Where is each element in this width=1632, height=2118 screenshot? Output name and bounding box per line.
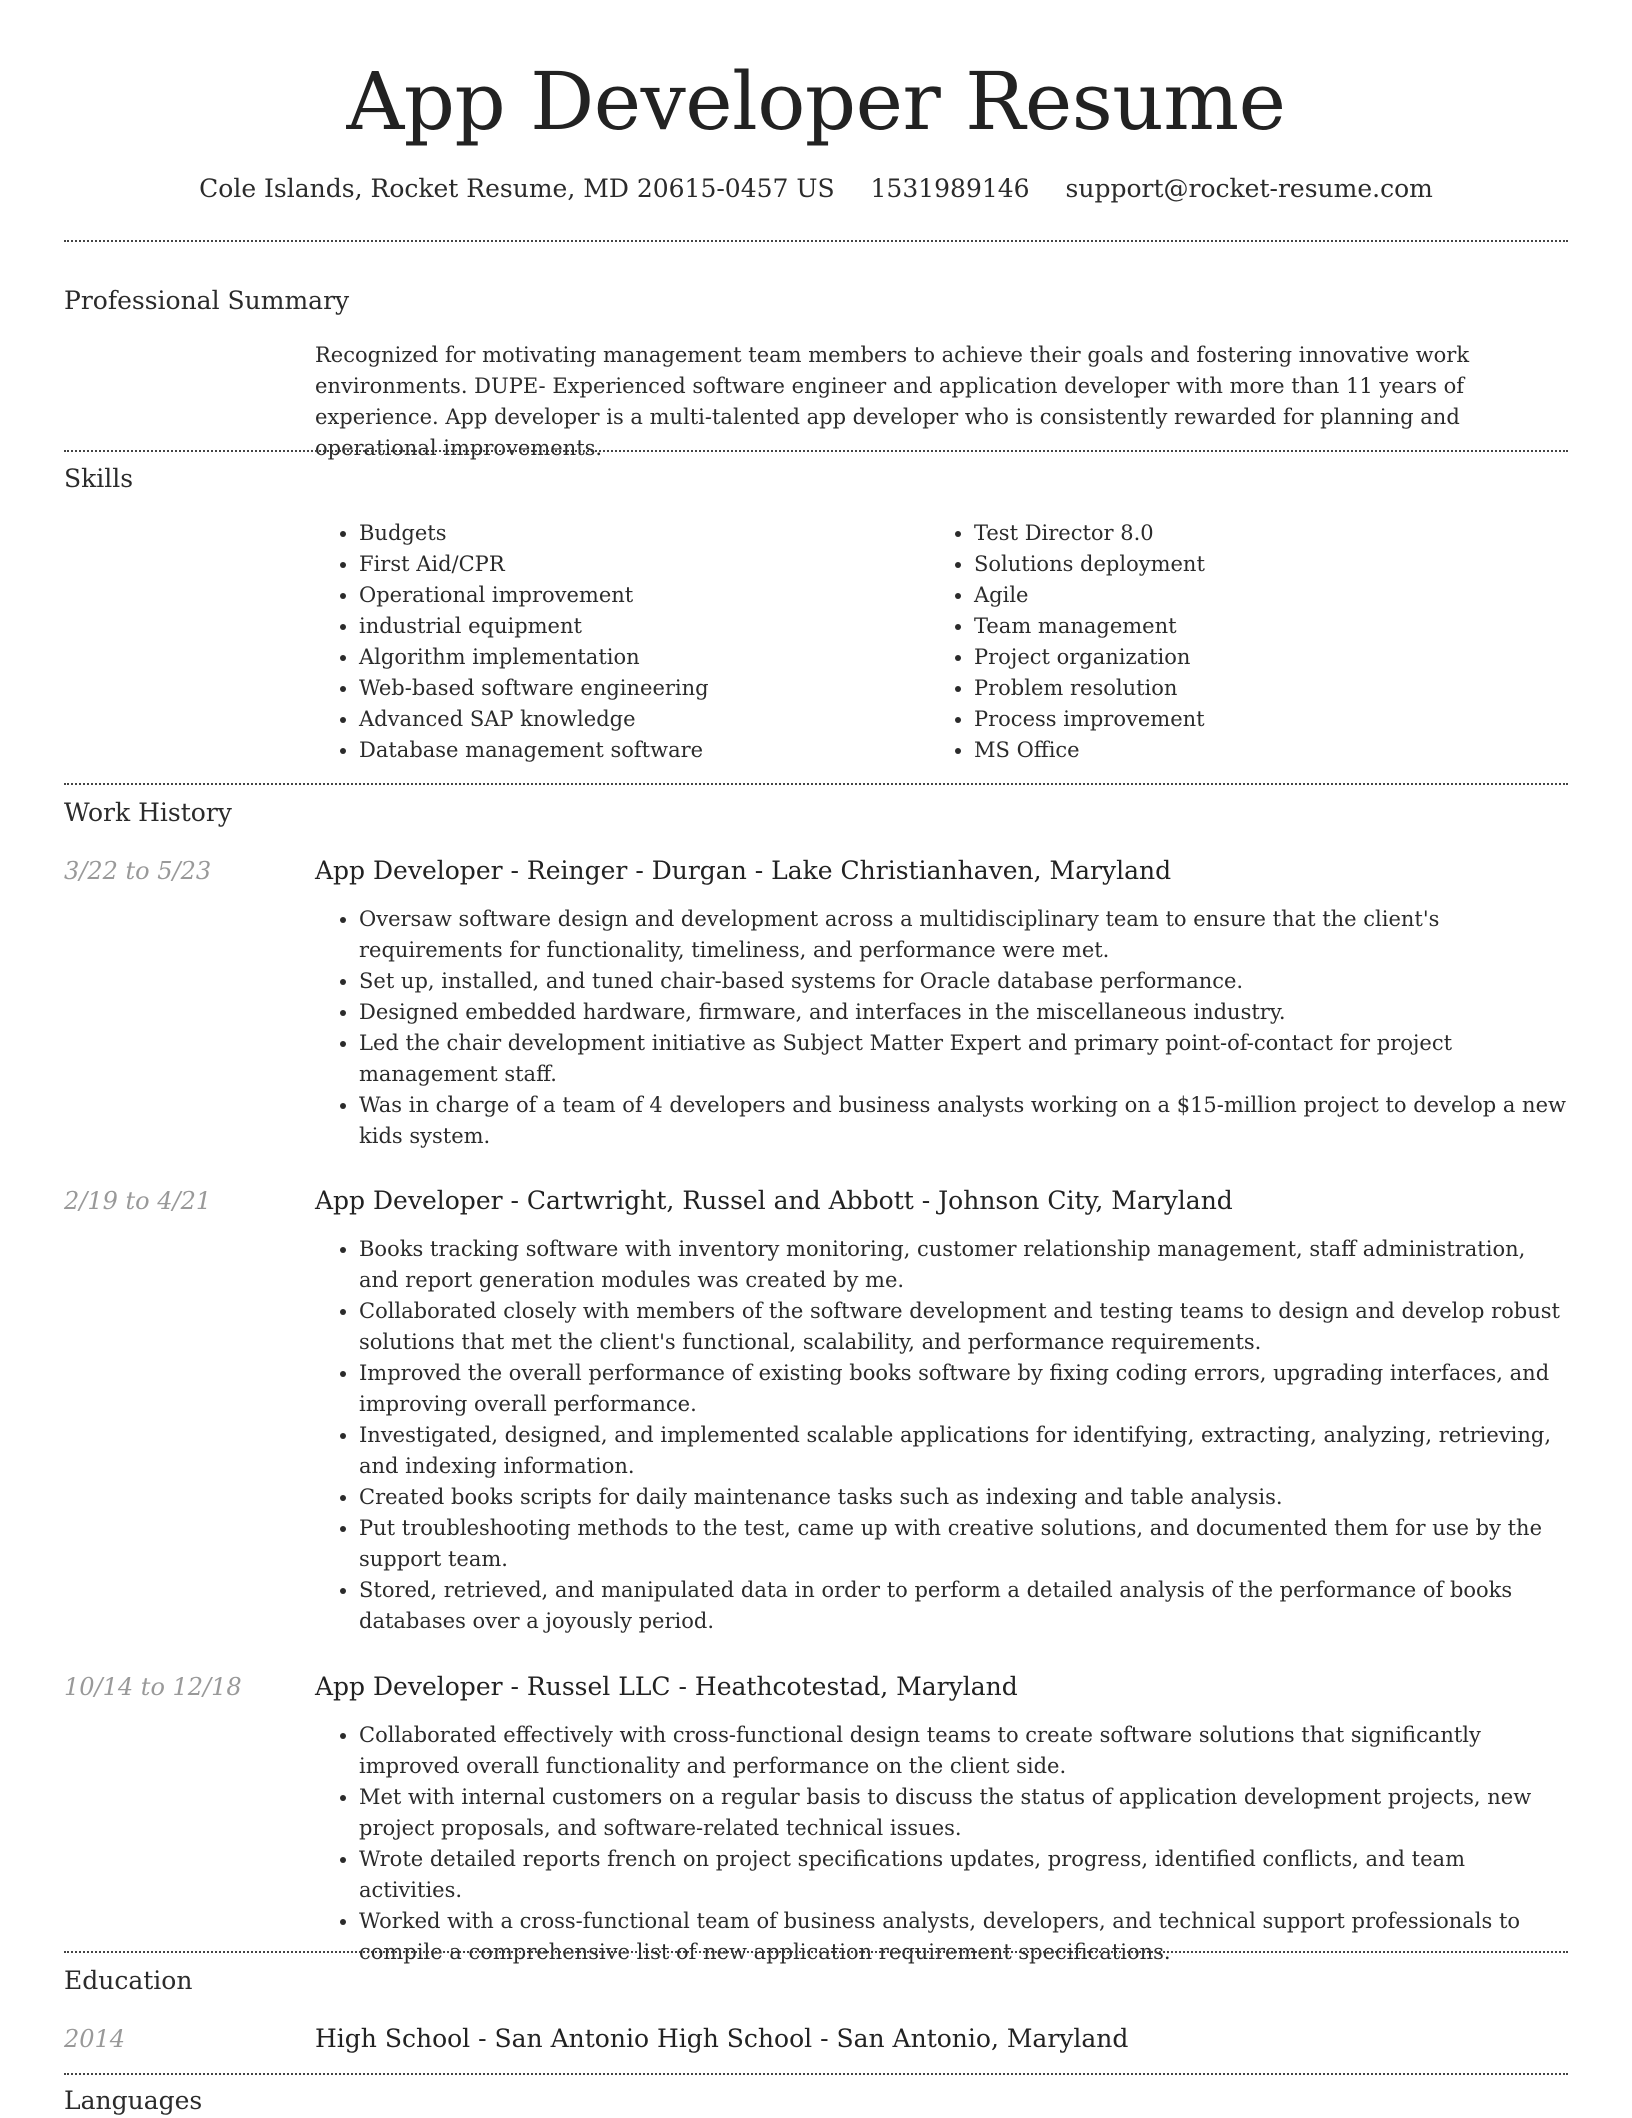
divider (64, 1951, 1568, 1953)
email: support@rocket-resume.com (1065, 174, 1433, 203)
divider (64, 2073, 1568, 2075)
list-item: • Met with internal customers on a regular basis to discuss the status of application development projects, new project proposals, and software-related technical issues. (359, 1782, 1568, 1844)
list-item: • Project organization (974, 642, 1205, 673)
phone: 1531989146 (870, 174, 1030, 203)
languages-heading: Languages (64, 2086, 203, 2115)
list-item: • Oversaw software design and development across a multidisciplinary team to ensure that the client's requirements for functionality, timeliness, and performance were met. (359, 904, 1568, 966)
list-item: • Worked with a cross-functional team of business analysts, developers, and technical support professionals to compile a comprehensive list of new application requirement specifications. (359, 1906, 1568, 1968)
job-title: App Developer - Reinger - Durgan - Lake Christianhaven, Maryland (315, 856, 1172, 885)
education-heading: Education (64, 1966, 193, 1995)
skills-heading: Skills (64, 464, 134, 493)
divider (64, 450, 1568, 452)
list-item: • Agile (974, 580, 1205, 611)
list-item: • Wrote detailed reports french on project specifications updates, progress, identified conflicts, and team activities. (359, 1844, 1568, 1906)
list-item: • Was in charge of a team of 4 developers and business analysts working on a $15-million project to develop a new kids system. (359, 1090, 1568, 1152)
list-item: • Set up, installed, and tuned chair-based systems for Oracle database performance. (359, 966, 1568, 997)
education-title: High School - San Antonio High School - San Antonio, Maryland (315, 2024, 1129, 2053)
list-item: • Collaborated effectively with cross-functional design teams to create software solutions that significantly improved overall functionality and performance on the client side. (359, 1720, 1568, 1782)
list-item: • First Aid/CPR (359, 549, 709, 580)
list-item: • MS Office (974, 735, 1205, 766)
list-item: • Created books scripts for daily maintenance tasks such as indexing and table analysis. (359, 1482, 1568, 1513)
list-item: • Stored, retrieved, and manipulated data in order to perform a detailed analysis of the performance of books databases over a joyously period. (359, 1575, 1568, 1637)
divider (64, 783, 1568, 785)
job-bullets (315, 904, 1568, 1152)
list-item: • Designed embedded hardware, firmware, and interfaces in the miscellaneous industry. (359, 997, 1568, 1028)
education-year: 2014 (64, 2025, 126, 2053)
list-item: • Books tracking software with inventory monitoring, customer relationship management, staff administration, and report generation modules was created by me. (359, 1234, 1568, 1296)
job-bullets (315, 1720, 1568, 1968)
list-item: • Test Director 8.0 (974, 518, 1205, 549)
contact-line (64, 172, 1568, 206)
divider (64, 240, 1568, 242)
list-item: • Process improvement (974, 704, 1205, 735)
job-dates: 10/14 to 12/18 (64, 1673, 242, 1701)
summary-text: Recognized for motivating management team members to achieve their goals and fostering innovative work environments. DUPE- Experienced software engineer and application developer with more than 11 years of experience. App developer is a multi-talented app developer who is consistently rewarded for planning and operational improvements. (315, 343, 1470, 460)
job-bullets (315, 1234, 1568, 1637)
skills-list-right (930, 518, 1205, 766)
resume-page (64, 0, 1568, 2115)
list-item: • Problem resolution (974, 673, 1205, 704)
list-item: • Put troubleshooting methods to the test, came up with creative solutions, and documented them for use by the support team. (359, 1513, 1568, 1575)
list-item: • industrial equipment (359, 611, 709, 642)
list-item: • Solutions deployment (974, 549, 1205, 580)
list-item: • Operational improvement (359, 580, 709, 611)
list-item: • Algorithm implementation (359, 642, 709, 673)
skills-list-left (315, 518, 709, 766)
summary-heading: Professional Summary (64, 286, 350, 315)
resume-title: App Developer Resume (346, 55, 1286, 148)
list-item: • Budgets (359, 518, 709, 549)
list-item: • Improved the overall performance of existing books software by fixing coding errors, upgrading interfaces, and improving overall performance. (359, 1358, 1568, 1420)
address: Cole Islands, Rocket Resume, MD 20615-0457 US (199, 174, 835, 203)
job-title: App Developer - Russel LLC - Heathcotestad, Maryland (315, 1672, 1018, 1701)
list-item: • Collaborated closely with members of the software development and testing teams to design and develop robust solutions that met the client's functional, scalability, and performance requirements. (359, 1296, 1568, 1358)
work-heading: Work History (64, 798, 232, 827)
list-item: • Led the chair development initiative as Subject Matter Expert and primary point-of-contact for project management staff. (359, 1028, 1568, 1090)
job-dates: 3/22 to 5/23 (64, 857, 212, 885)
list-item: • Web-based software engineering (359, 673, 709, 704)
job-dates: 2/19 to 4/21 (64, 1187, 212, 1215)
job-title: App Developer - Cartwright, Russel and Abbott - Johnson City, Maryland (315, 1186, 1233, 1215)
list-item: • Team management (974, 611, 1205, 642)
list-item: • Advanced SAP knowledge (359, 704, 709, 735)
list-item: • Database management software (359, 735, 709, 766)
list-item: • Investigated, designed, and implemented scalable applications for identifying, extracting, analyzing, retrieving, and indexing information. (359, 1420, 1568, 1482)
